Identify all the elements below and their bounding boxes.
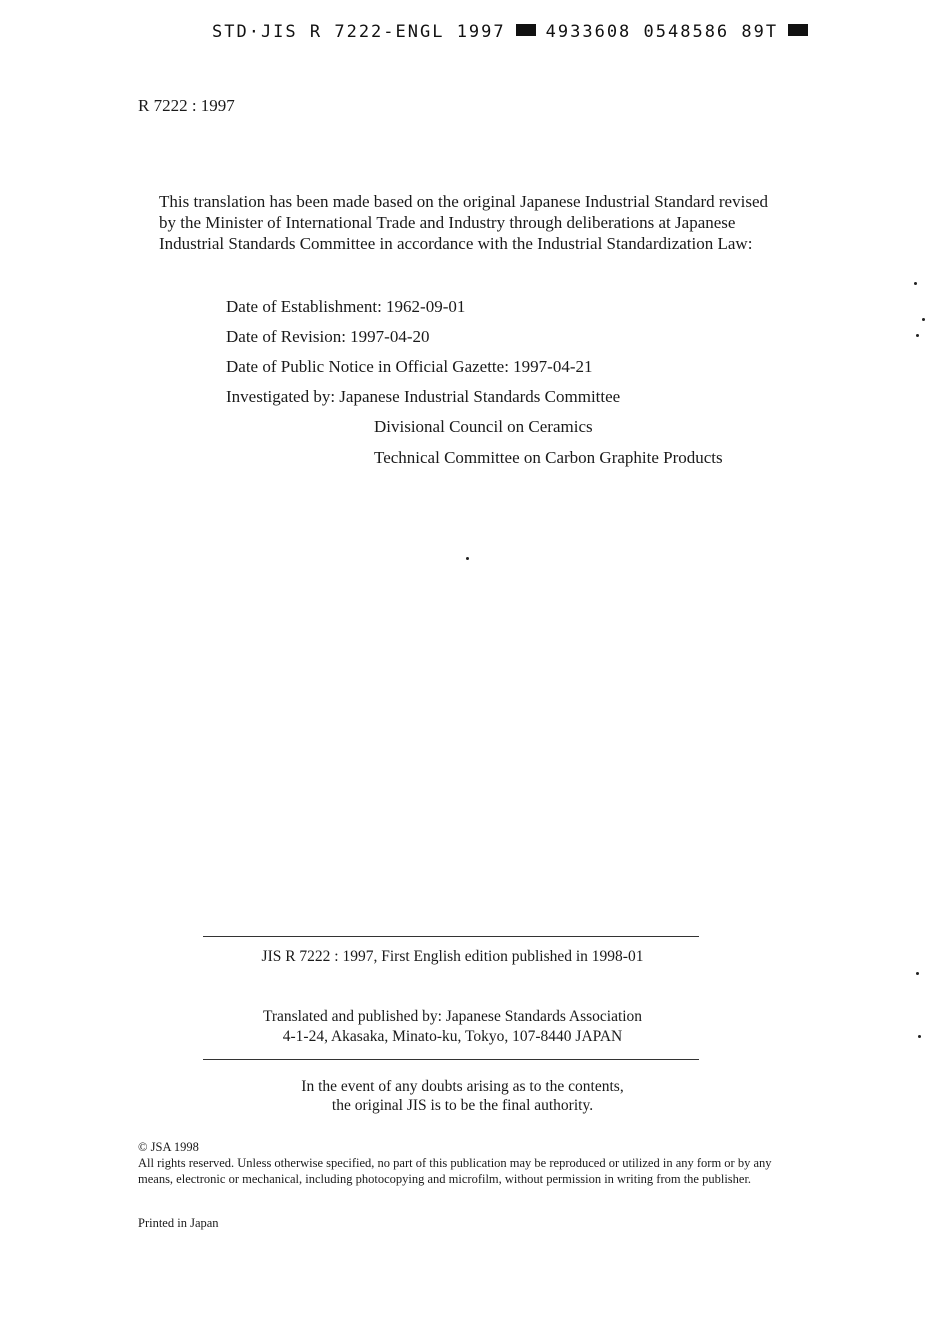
stamp-code: STD·JIS R 7222-ENGL 1997 bbox=[212, 22, 506, 42]
edition-line: JIS R 7222 : 1997, First English edition published in 1998-01 bbox=[261, 948, 644, 965]
scan-speck bbox=[916, 334, 919, 337]
authority-notice-line1: In the event of any doubts arising as to the contents, bbox=[301, 1078, 624, 1095]
divider-bottom bbox=[203, 1059, 699, 1060]
stamp-block-mark-end bbox=[788, 24, 808, 36]
intro-paragraph: This translation has been made based on the original Japanese Industrial Standard revised by the Minister of International Trade and Industry through deliberations at Japanese Industrial Standards Committee in accordance with the Industrial Standardization Law: bbox=[159, 192, 768, 253]
scan-speck bbox=[922, 318, 925, 321]
scan-speck bbox=[918, 1035, 921, 1038]
investigated-by: Investigated by: Japanese Industrial Standards Committee bbox=[226, 387, 621, 406]
publisher-line: Translated and published by: Japanese Standards Association bbox=[262, 1008, 643, 1025]
document-stamp bbox=[212, 22, 818, 42]
publisher-address: 4-1-24, Akasaka, Minato-ku, Tokyo, 107-8440 JAPAN bbox=[282, 1028, 623, 1045]
scan-speck bbox=[466, 557, 469, 560]
date-of-revision: Date of Revision: 1997-04-20 bbox=[226, 327, 430, 346]
date-of-public-notice: Date of Public Notice in Official Gazette: 1997-04-21 bbox=[226, 357, 593, 376]
copyright-notice: © JSA 1998 bbox=[138, 1140, 199, 1154]
stamp-serial: 4933608 0548586 bbox=[545, 22, 730, 42]
date-of-establishment: Date of Establishment: 1962-09-01 bbox=[226, 297, 466, 316]
stamp-suffix: 89T bbox=[741, 22, 779, 42]
investigated-by-council: Divisional Council on Ceramics bbox=[374, 417, 593, 436]
printed-in-notice: Printed in Japan bbox=[138, 1216, 219, 1230]
authority-notice-line2: the original JIS is to be the final authority. bbox=[331, 1097, 594, 1114]
scan-speck bbox=[914, 282, 917, 285]
scan-speck bbox=[916, 972, 919, 975]
rights-notice: All rights reserved. Unless otherwise specified, no part of this publication may be reproduced or utilized in any form or by any means, electronic or mechanical, including photocopying and microfilm, without permission in writing from the publisher. bbox=[138, 1156, 772, 1186]
divider-top bbox=[203, 936, 699, 937]
stamp-block-mark bbox=[516, 24, 536, 36]
standard-number: R 7222 : 1997 bbox=[138, 96, 235, 115]
investigated-by-committee: Technical Committee on Carbon Graphite Products bbox=[374, 448, 723, 467]
